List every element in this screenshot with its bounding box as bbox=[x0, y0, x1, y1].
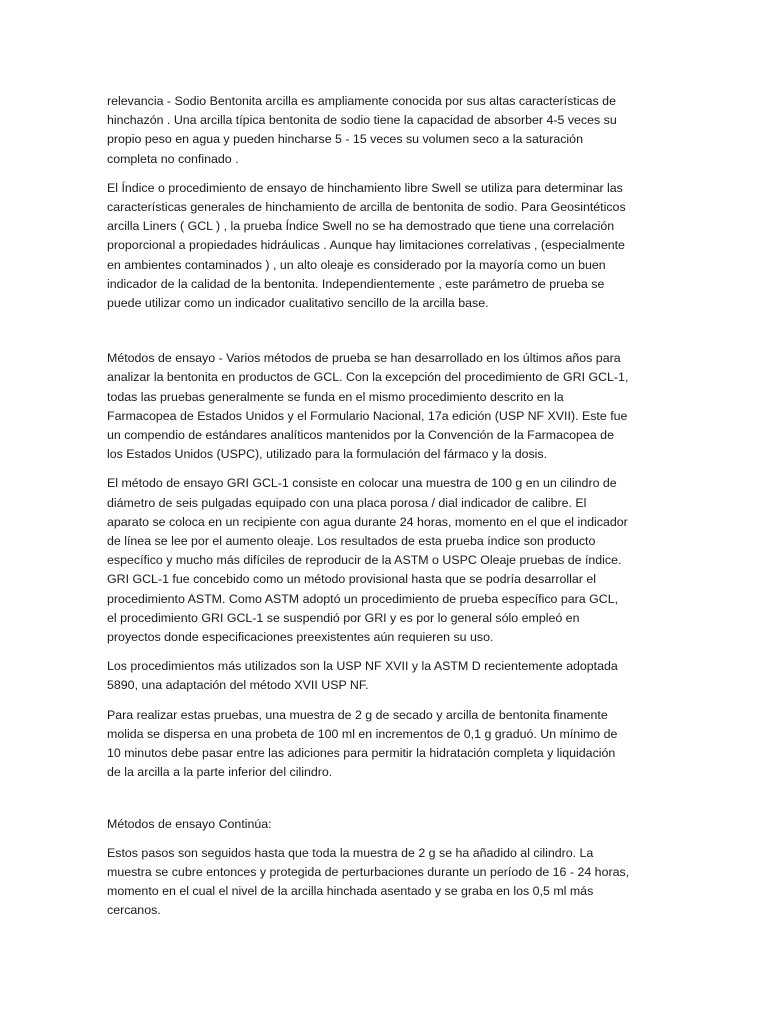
section-heading-continued: Métodos de ensayo Continúa: bbox=[107, 816, 272, 831]
paragraph-test-methods: Métodos de ensayo - Varios métodos de prueba se han desarrollado en los últimos años para analizar la bentonita en productos de GCL. Con la excepción del procedimiento de GRI GCL-1, todas las pruebas generalmente se funda en el mismo procedimiento descrito en la Farmacopea de Estados Unidos y el Formulario Nacional, 17a edición (USP NF XVII). Este fue un compendio de estándares analíticos mantenidos por la Convención de la Farmacopea de los Estados Unidos (USPC), utilizado para la formulación del fármaco y la dosis. bbox=[107, 351, 629, 462]
paragraph-common-procedures: Los procedimientos más utilizados son la USP NF XVII y la ASTM D recientemente adoptada 5890, una adaptación del método XVII USP NF. bbox=[107, 659, 618, 693]
paragraph-gri-gcl-1: El método de ensayo GRI GCL-1 consiste en colocar una muestra de 100 g en un cilindro de diámetro de seis pulgadas equipado con una placa porosa / dial indicador de calibre. El aparato se coloca en un recipiente con agua durante 24 horas, momento en el que el indicador de línea se lee por el aumento oleaje. Los resultados de esta prueba índice son producto específico y mucho más difíciles de reproducir de la ASTM o USPC Oleaje pruebas de índice. GRI GCL-1 fue concebido como un método provisional hasta que se podría desarrollar el procedimiento ASTM. Como ASTM adoptó un procedimiento de prueba específico para GCL, el procedimiento GRI GCL-1 se suspendió por GRI y es por lo general sólo empleó en proyectos donde especificaciones preexistentes aún requieren su uso. bbox=[107, 476, 628, 645]
paragraph-swell-index: El Índice o procedimiento de ensayo de hinchamiento libre Swell se utiliza para determinar las características generales de hinchamiento de arcilla de bentonita de sodio. Para Geosintéticos arcilla Liners ( GCL ) , la prueba Índice Swell no se ha demostrado que tiene una correlación proporcional a propiedades hidráulicas . Aunque hay limitaciones correlativas , (especialmente en ambientes contaminados ) , un alto oleaje es considerado por la mayoría como un buen indicador de la calidad de la bentonita. Independientemente , este parámetro de prueba se puede utilizar como un indicador cualitativo sencillo de la arcilla base. bbox=[107, 180, 626, 311]
document-page bbox=[107, 92, 631, 931]
paragraph-test-execution: Para realizar estas pruebas, una muestra de 2 g de secado y arcilla de bentonita finamente molida se dispersa en una probeta de 100 ml en incrementos de 0,1 g graduó. Un mínimo de 10 minutos debe pasar entre las adiciones para permitir la hidratación completa y liquidación de la arcilla a la parte inferior del cilindro. bbox=[107, 707, 618, 780]
paragraph-sodium-bentonite-intro: relevancia - Sodio Bentonita arcilla es ampliamente conocida por sus altas características de hinchazón . Una arcilla típica bentonita de sodio tiene la capacidad de absorber 4-5 veces su propio peso en agua y pueden hincharse 5 - 15 veces su volumen seco a la saturación completa no confinado . bbox=[107, 94, 617, 166]
paragraph-steps-continued: Estos pasos son seguidos hasta que toda la muestra de 2 g se ha añadido al cilindro. La muestra se cubre entonces y protegida de perturbaciones durante un período de 16 - 24 horas, momento en el cual el nivel de la arcilla hinchada asentado y se graba en los 0,5 ml más cercanos. bbox=[107, 845, 630, 918]
spacer bbox=[107, 793, 631, 815]
spacer bbox=[107, 323, 631, 349]
